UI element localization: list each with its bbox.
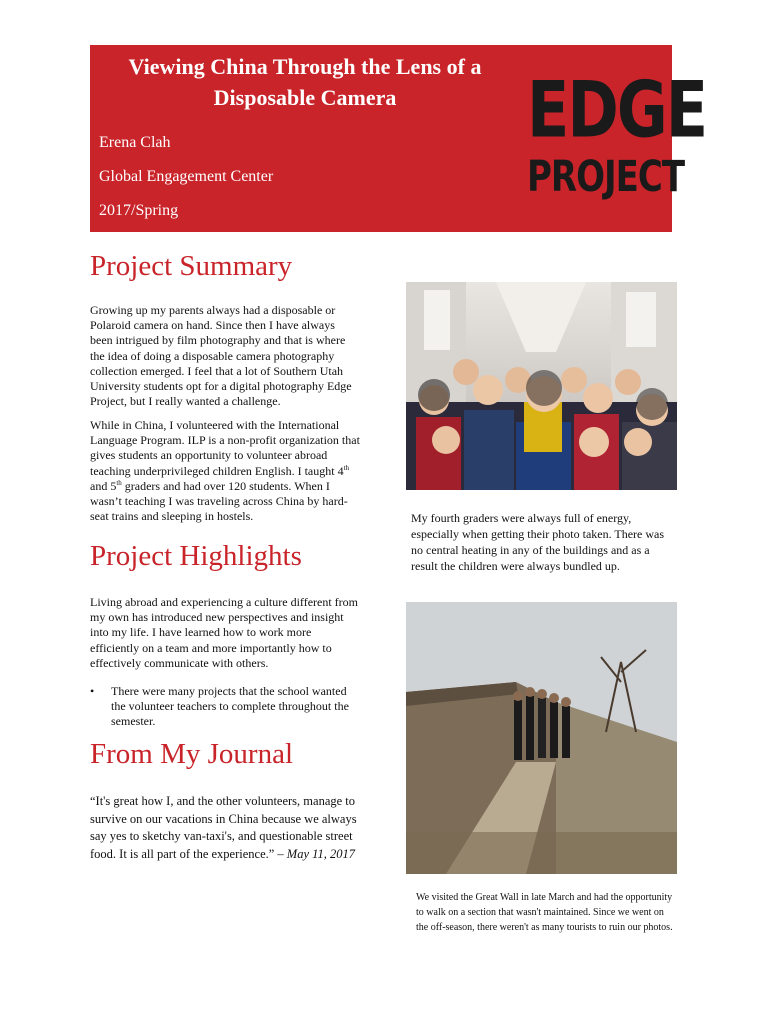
great-wall-photo-image bbox=[406, 602, 677, 874]
summary-text-a: While in China, I volunteered with the International Language Program. ILP is a non-profit organization that gives students an opportunity to volunteer abroad teaching underprivileged children English. I taught 4 bbox=[90, 418, 360, 478]
students-photo-caption: My fourth graders were always full of energy, especially when getting their photo taken. There was no central heating in any of the buildings and as a result the children were always bundled up. bbox=[411, 511, 665, 573]
header-banner bbox=[90, 45, 707, 232]
journal-quote bbox=[90, 793, 362, 863]
author-name: Erena Clah bbox=[99, 134, 171, 151]
journal-date: May 11, 2017 bbox=[286, 846, 355, 861]
journal-quote-text: “It's great how I, and the other volunteers, manage to survive on our vacations in China because we always say yes to sketchy van-taxi's, and questionable street food. It is all part of the experience.” – bbox=[90, 794, 357, 861]
edge-project-logo bbox=[527, 55, 707, 225]
summary-text-b: and 5 bbox=[90, 478, 117, 493]
students-photo bbox=[406, 282, 677, 490]
highlights-heading: Project Highlights bbox=[90, 540, 302, 572]
superscript-th: th bbox=[343, 463, 350, 472]
title-line-2: Disposable Camera bbox=[213, 85, 397, 110]
bullet-item bbox=[90, 684, 362, 730]
summary-paragraph-1: Growing up my parents always had a disposable or Polaroid camera on hand. Since then I have always been intrigued by film photography and that is where the idea of doing a disposable camera photography collection emerged. I feel that a lot of Southern Utah University students opt for a digital photography Edge Project, but I really wanted a challenge. bbox=[90, 303, 352, 409]
summary-paragraph-2 bbox=[90, 418, 362, 524]
logo-edge-text: EDGE bbox=[527, 63, 707, 155]
bullet-dot: • bbox=[90, 684, 95, 698]
page-title bbox=[90, 51, 520, 113]
great-wall-photo-caption: We visited the Great Wall in late March and had the opportunity to walk on a section that wasn't maintained. Since we went on the off-season, there weren't as many tourists to ruin our photos. bbox=[416, 892, 673, 933]
bullet-text: There were many projects that the school wanted the volunteer teachers to complete throughout the semester. bbox=[111, 684, 349, 729]
summary-heading: Project Summary bbox=[90, 250, 293, 282]
highlights-paragraph: Living abroad and experiencing a culture different from my own has introduced new perspectives and insight into my life. I have learned how to work more efficiently on a team and more importantly how to effectively communicate with others. bbox=[90, 595, 359, 670]
title-line-1: Viewing China Through the Lens of a bbox=[128, 54, 482, 79]
journal-heading: From My Journal bbox=[90, 738, 293, 770]
great-wall-photo bbox=[406, 602, 677, 874]
summary-text-c: graders and had over 120 students. When I wasn’t teaching I was traveling across China by hard-seat trains and sleeping in hostels. bbox=[90, 478, 348, 524]
department-name: Global Engagement Center bbox=[99, 168, 274, 185]
term-label: 2017/Spring bbox=[99, 202, 179, 219]
highlights-bullet-list bbox=[90, 684, 362, 730]
students-photo-image bbox=[406, 282, 677, 490]
superscript-th: th bbox=[116, 478, 122, 487]
logo-project-text: PROJECT bbox=[527, 152, 685, 202]
